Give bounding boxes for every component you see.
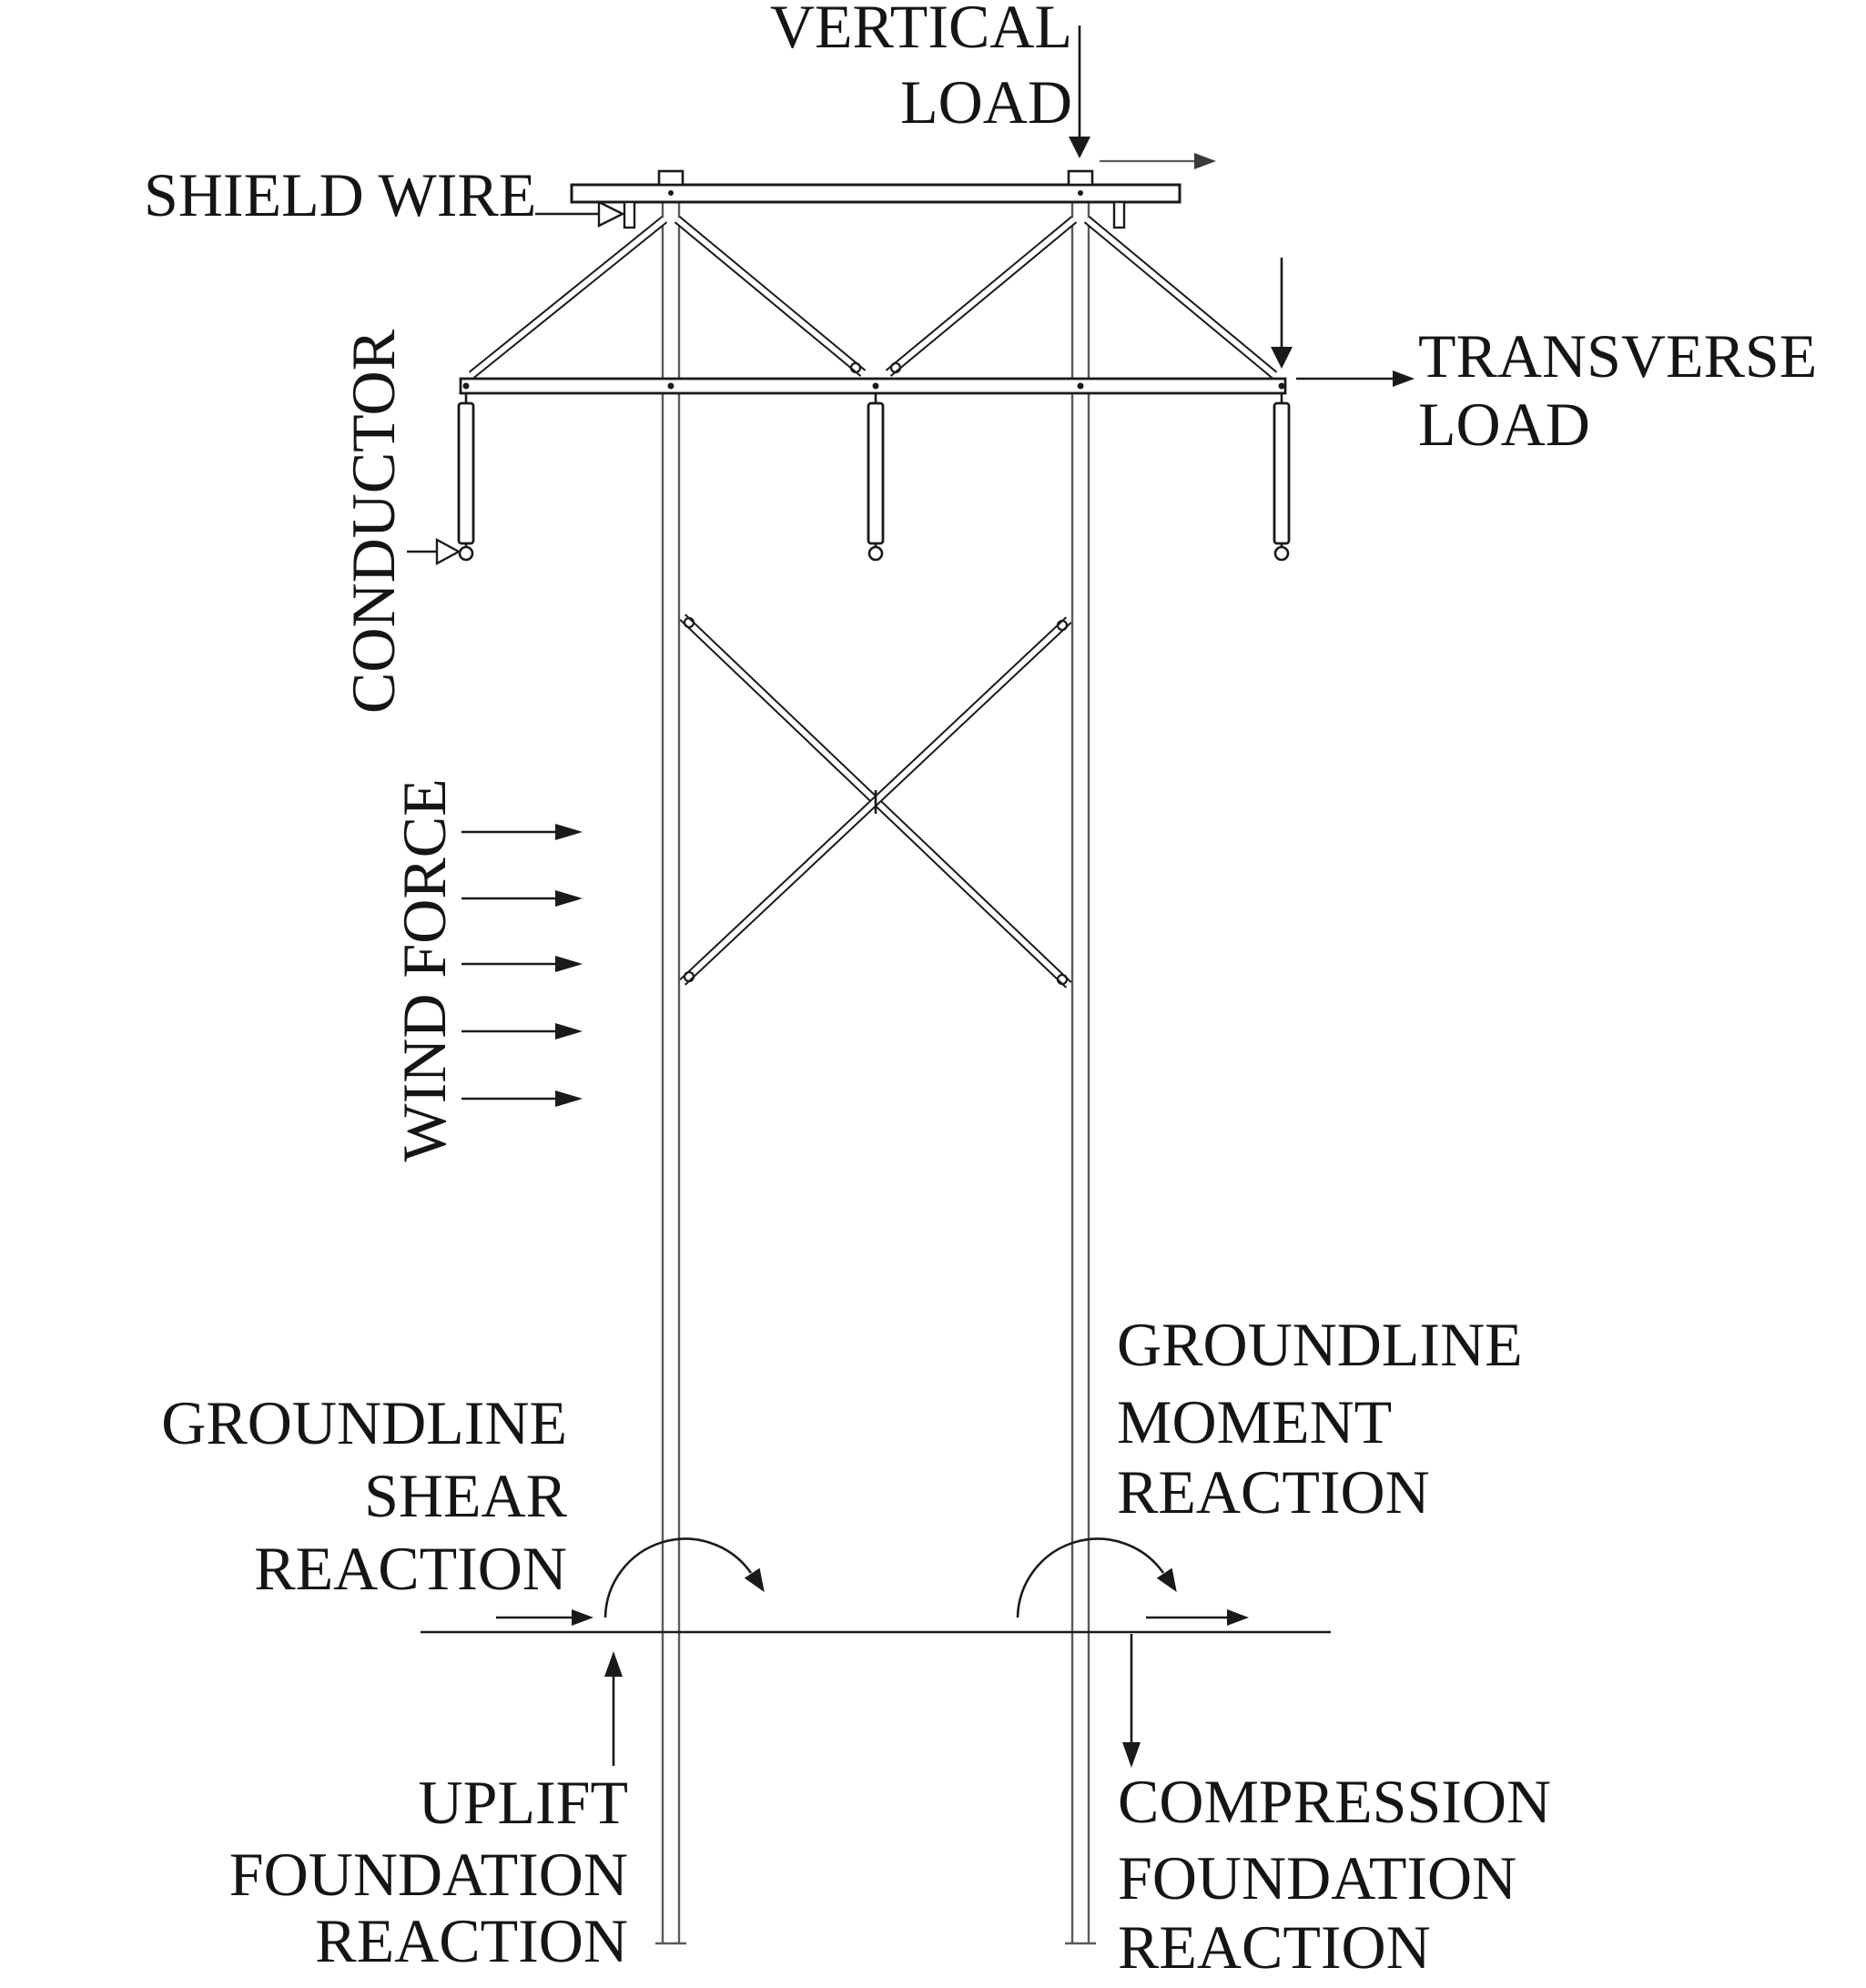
compression-label-line1: COMPRESSION [1118, 1767, 1552, 1836]
top-longitudinal-arrow [1100, 153, 1216, 169]
compression-arrow [1122, 1634, 1141, 1768]
shield-wire-label: SHIELD WIRE [144, 160, 537, 229]
compression-label-line2: FOUNDATION [1118, 1843, 1517, 1912]
conductor-label: CONDUCTOR [339, 330, 408, 714]
uplift-label-line1: UPLIFT [418, 1768, 628, 1837]
groundline-shear-label-line1: GROUNDLINE [161, 1388, 567, 1457]
groundline-moment-label-line3: REACTION [1117, 1457, 1430, 1526]
compression-label-line3: REACTION [1118, 1912, 1431, 1982]
x-brace [683, 617, 1069, 985]
wind-force-label: WIND FORCE [390, 778, 459, 1162]
groundline-moment-label-line2: MOMENT [1117, 1387, 1393, 1456]
transverse-load-right-arrow [1296, 370, 1415, 387]
groundline-shear-label-line2: SHEAR [364, 1461, 567, 1530]
transverse-load-down-arrow [1271, 258, 1293, 369]
uplift-label-line3: REACTION [315, 1906, 628, 1975]
wind-arrow [461, 824, 583, 840]
wind-arrow [461, 1023, 583, 1040]
uplift-arrow [604, 1651, 623, 1766]
wind-force-arrows [461, 824, 583, 1107]
conductor-crossarm [461, 379, 1285, 393]
crossarm-truss-diagonals [472, 219, 1274, 375]
insulator-center [868, 393, 883, 560]
insulator-left [459, 393, 473, 560]
right-pole [1065, 202, 1096, 1943]
insulator-right [1274, 393, 1289, 560]
transverse-load-label-line1: TRANSVERSE [1418, 321, 1818, 390]
vertical-load-label-line1: VERTICAL [769, 0, 1072, 61]
moment-reaction-arrow [1146, 1609, 1249, 1626]
moment-arc-right [1018, 1539, 1184, 1618]
left-pole [655, 202, 686, 1943]
vertical-load-label-line2: LOAD [900, 67, 1072, 137]
uplift-label-line2: FOUNDATION [228, 1840, 628, 1909]
conductor-pointer-arrow [407, 540, 459, 563]
transverse-load-label-line2: LOAD [1418, 390, 1590, 459]
wind-arrow [461, 956, 583, 972]
shield-wire-attachment-right [1114, 202, 1124, 228]
wind-arrow [461, 890, 583, 907]
groundline-moment-label-line1: GROUNDLINE [1117, 1310, 1523, 1379]
shield-wire-attachment-left [624, 202, 634, 228]
moment-arc-left [605, 1539, 772, 1618]
shield-wire-pointer-arrow [535, 202, 623, 226]
groundline-shear-label-line3: REACTION [254, 1534, 567, 1603]
wind-arrow [461, 1090, 583, 1107]
shear-reaction-arrow [496, 1609, 593, 1626]
